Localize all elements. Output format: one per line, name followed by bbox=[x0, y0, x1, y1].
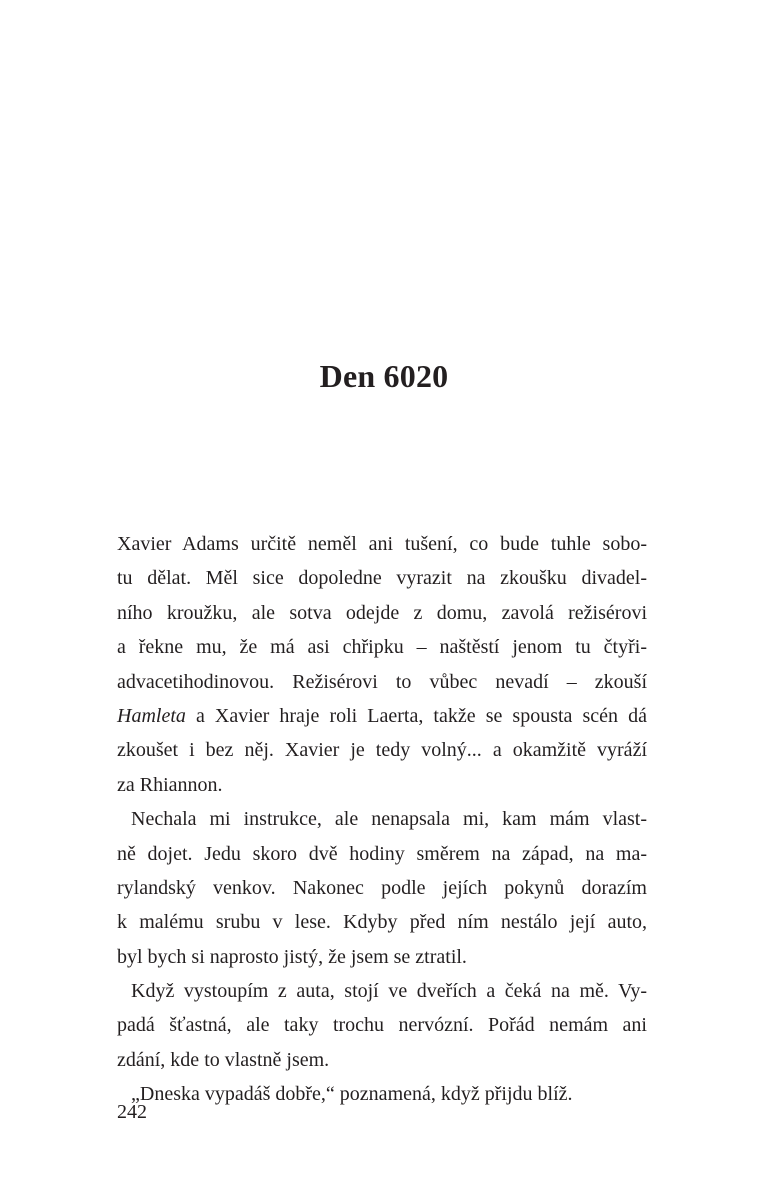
text-line: advacetihodinovou. Režisérovi to vůbec nevadí – zkouší bbox=[117, 670, 647, 693]
text-line bbox=[117, 699, 647, 733]
text-line: rylandský venkov. Nakonec podle jejích pokynů dorazím bbox=[117, 876, 647, 899]
paragraph bbox=[117, 527, 647, 802]
chapter-title: Den 6020 bbox=[319, 358, 449, 394]
text-line: byl bych si naprosto jistý, že jsem se ztratil. bbox=[117, 945, 467, 968]
paragraph bbox=[117, 974, 647, 1077]
text-line: zkoušet i bez něj. Xavier je tedy volný... a okamžitě vyráží bbox=[117, 739, 647, 762]
text-line: Xavier Adams určitě neměl ani tušení, co bude tuhle sobo- bbox=[117, 533, 647, 555]
text-line: za Rhiannon. bbox=[117, 773, 223, 796]
page-number: 242 bbox=[117, 1101, 147, 1123]
text-line-rest: a Xavier hraje roli Laerta, takže se spousta scén dá bbox=[185, 704, 647, 727]
text-line: ně dojet. Jedu skoro dvě hodiny směrem na západ, na ma- bbox=[117, 842, 647, 865]
body-text bbox=[117, 527, 647, 1112]
text-line: k malému srubu v lese. Kdyby před ním nestálo její auto, bbox=[117, 911, 647, 934]
text-line: a řekne mu, že má asi chřipku – naštěstí jenom tu čtyři- bbox=[117, 636, 647, 659]
text-line: ního kroužku, ale sotva odejde z domu, zavolá režisérovi bbox=[117, 601, 647, 624]
text-line: zdání, kde to vlastně jsem. bbox=[117, 1048, 330, 1071]
text-line: padá šťastná, ale taky trochu nervózní. Pořád nemám ani bbox=[117, 1014, 647, 1037]
italic-title: Hamleta bbox=[117, 704, 186, 727]
paragraph bbox=[117, 802, 647, 974]
paragraph bbox=[117, 1077, 647, 1111]
text-line: tu dělat. Měl sice dopoledne vyrazit na zkoušku divadel- bbox=[117, 567, 647, 590]
text-line: „Dneska vypadáš dobře,“ poznamená, když přijdu blíž. bbox=[131, 1083, 573, 1106]
text-line: Když vystoupím z auta, stojí ve dveřích a čeká na mě. Vy- bbox=[131, 980, 647, 1003]
text-line: Nechala mi instrukce, ale nenapsala mi, kam mám vlast- bbox=[131, 808, 647, 831]
